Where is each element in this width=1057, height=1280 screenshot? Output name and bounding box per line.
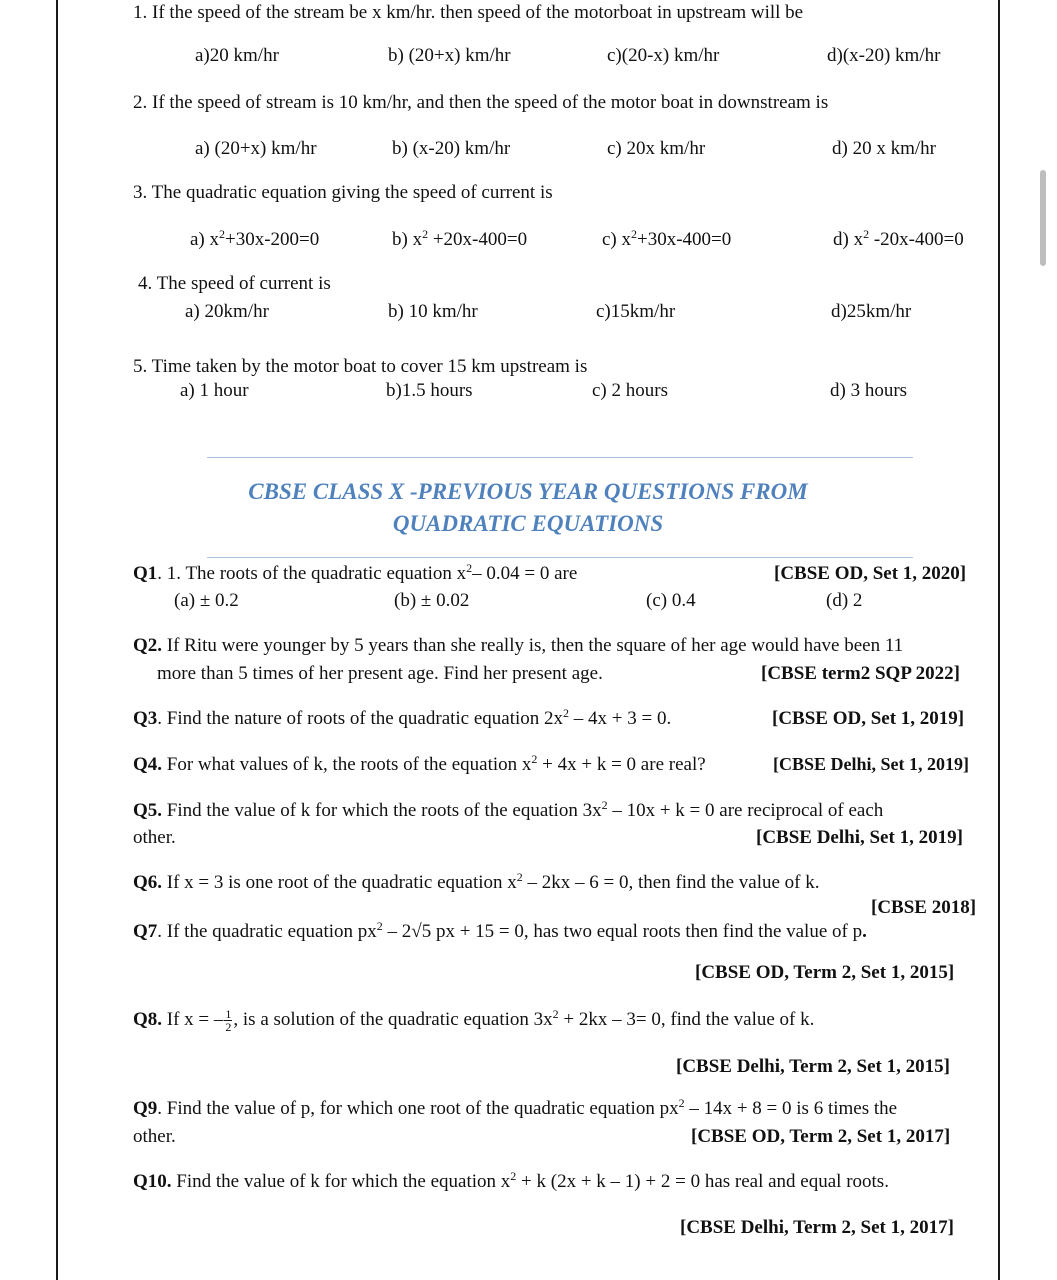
pyq-q5-source: [CBSE Delhi, Set 1, 2019]: [756, 827, 963, 848]
mcq-5-option-a: a) 1 hour: [180, 380, 249, 401]
pyq-q1: Q1. 1. The roots of the quadratic equation $x^2-$ 0.04 = 0 are: [133, 561, 578, 584]
pyq-q2-line2: more than 5 times of her present age. Find her present age.: [157, 663, 603, 684]
pyq-q6: Q6. If x = 3 is one root of the quadratic equation $x^2 - 2kx - 6 = 0$, then find the value of k.: [133, 870, 820, 893]
pyq-q2-source: [CBSE term2 SQP 2022]: [761, 663, 960, 684]
pyq-q1-option-c: (c) 0.4: [646, 590, 696, 611]
mcq-4-option-a: a) 20km/hr: [185, 301, 269, 322]
pyq-q7: Q7. If the quadratic equation $px^2 - 2√5$ px + 15 = 0, has two equal roots then find the value of p.: [133, 919, 867, 942]
pyq-q9-line2: other.: [133, 1126, 176, 1147]
page-border-right: [998, 0, 1000, 1280]
scrollbar-thumb[interactable]: [1040, 170, 1046, 266]
pyq-q5: Q5. Find the value of k for which the roots of the equation $3x^2 - 10x + k = 0$ are reciprocal of each: [133, 798, 884, 821]
pyq-q9: Q9. Find the value of p, for which one root of the quadratic equation $px^2 - 14x + 8 = 0$ is 6 times the: [133, 1096, 898, 1119]
mcq-2-option-c: c) 20x km/hr: [607, 138, 706, 159]
mcq-question-4: 4. The speed of current is: [138, 273, 331, 294]
mcq-4-option-d: d)25km/hr: [831, 301, 912, 322]
pyq-q10-source: [CBSE Delhi, Term 2, Set 1, 2017]: [680, 1217, 954, 1238]
pyq-q6-source: [CBSE 2018]: [871, 897, 977, 918]
pyq-q4: Q4. For what values of k, the roots of the equation $x^2 + 4x + k = 0$ are real?: [133, 752, 706, 775]
mcq-5-option-c: c) 2 hours: [592, 380, 668, 401]
heading-top-rule: [207, 457, 913, 458]
mcq-2-option-a: a) (20+x) km/hr: [195, 138, 317, 159]
fraction-one-half: $\frac{1}{2}$: [225, 1007, 232, 1034]
pyq-q1-option-a: (a) ± 0.2: [174, 590, 239, 611]
pyq-q5-line2: other.: [133, 827, 176, 848]
mcq-1-option-b: b) (20+x) km/hr: [388, 45, 511, 66]
pyq-q9-source: [CBSE OD, Term 2, Set 1, 2017]: [691, 1126, 951, 1147]
pyq-q8-source: [CBSE Delhi, Term 2, Set 1, 2015]: [676, 1056, 950, 1077]
pyq-q3-source: [CBSE OD, Set 1, 2019]: [772, 708, 965, 729]
section-heading-line2: QUADRATIC EQUATIONS: [392, 511, 664, 536]
mcq-2-option-d: d) 20 x km/hr: [832, 138, 936, 159]
mcq-2-option-b: b) (x-20) km/hr: [392, 138, 511, 159]
mcq-3-option-a: a) $x^2+30x-200=0$: [190, 227, 320, 250]
mcq-5-option-d: d) 3 hours: [830, 380, 908, 401]
section-heading: [58, 476, 998, 540]
pyq-q1-option-d: (d) 2: [826, 590, 863, 611]
page-border-left: [56, 0, 58, 1280]
pyq-q1-option-b: (b) ± 0.02: [394, 590, 470, 611]
pyq-q4-source: [CBSE Delhi, Set 1, 2019]: [773, 754, 970, 774]
pyq-q7-source: [CBSE OD, Term 2, Set 1, 2015]: [695, 962, 955, 983]
pyq-q3: Q3. Find the nature of roots of the quadratic equation $2x^2 - 4x + 3 = 0$.: [133, 706, 672, 729]
mcq-question-1: 1. If the speed of the stream be x km/hr. then speed of the motorboat in upstream will be: [133, 2, 804, 23]
mcq-question-3: 3. The quadratic equation giving the speed of current is: [133, 182, 553, 203]
mcq-4-option-b: b) 10 km/hr: [388, 301, 478, 322]
mcq-3-option-d: d) $x^2$ -20x-400=0: [833, 227, 964, 250]
pyq-q1-source: [CBSE OD, Set 1, 2020]: [774, 563, 967, 584]
mcq-1-option-c: c)(20-x) km/hr: [607, 45, 720, 66]
pyq-q8: Q8. If x = – $\frac{1}{2}$ , is a solution of the quadratic equation $3x^2 + 2kx - 3= 0$, find the value of k.: [133, 1006, 815, 1034]
section-heading-line1: CBSE CLASS X -PREVIOUS YEAR QUESTIONS FROM: [248, 479, 808, 504]
mcq-4-option-c: c)15km/hr: [596, 301, 676, 322]
heading-bottom-rule: [207, 557, 913, 558]
mcq-3-option-c: c) $x^2+30x-400=0$: [602, 227, 732, 250]
mcq-question-2: 2. If the speed of stream is 10 km/hr, and then the speed of the motor boat in downstream is: [133, 92, 829, 113]
pyq-q2: Q2. If Ritu were younger by 5 years than she really is, then the square of her age would have been 11: [133, 635, 904, 656]
mcq-question-5: 5. Time taken by the motor boat to cover 15 km upstream is: [133, 356, 588, 377]
pyq-q10: Q10. Find the value of k for which the equation $x^2 + k$ (2x + k – 1) + 2 = 0 has real and equal roots.: [133, 1169, 889, 1192]
mcq-1-option-d: d)(x-20) km/hr: [827, 45, 941, 66]
mcq-5-option-b: b)1.5 hours: [386, 380, 473, 401]
mcq-3-option-b: b) $x^2 +20x-400=0$: [392, 227, 528, 250]
mcq-1-option-a: a)20 km/hr: [195, 45, 279, 66]
